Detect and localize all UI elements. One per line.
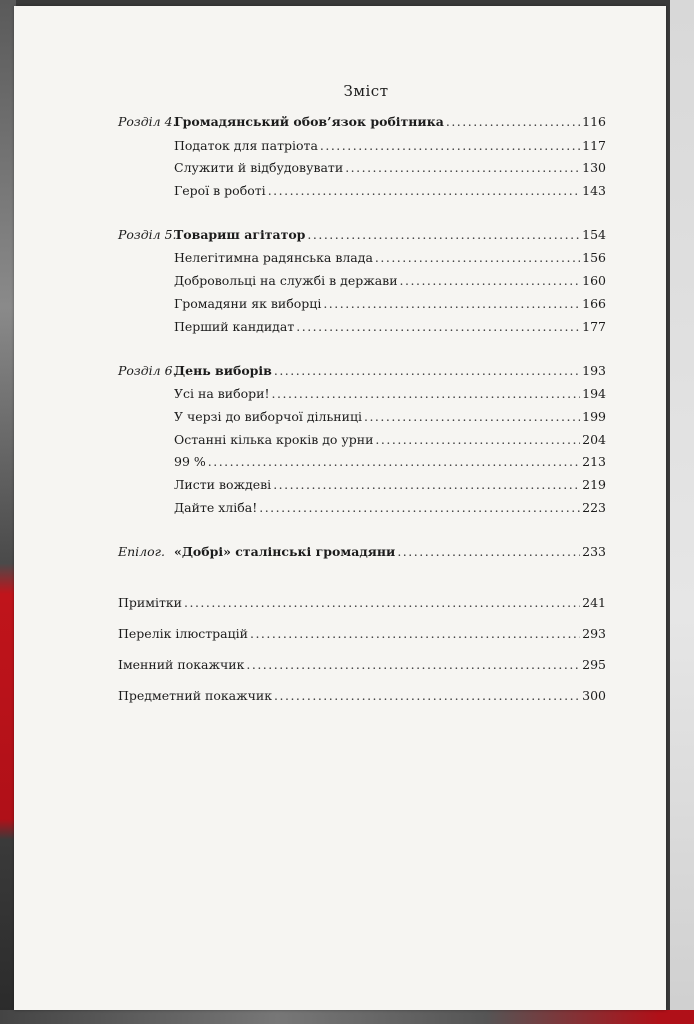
book-edge-bottom — [0, 1010, 694, 1024]
toc-item[interactable] — [118, 386, 606, 409]
toc-chapter-5[interactable] — [118, 227, 606, 251]
leader-dots — [296, 319, 580, 334]
leader-dots — [268, 183, 580, 198]
page-number: 213 — [582, 454, 606, 470]
item-title: Примітки — [118, 595, 183, 611]
page-number: 193 — [582, 362, 606, 378]
epilog-label: Епілог. — [118, 543, 165, 559]
page-number: 241 — [582, 595, 606, 611]
toc-item[interactable] — [118, 454, 606, 477]
page-number: 156 — [582, 250, 606, 266]
item-title: Нелегітимна радянська влада — [174, 250, 373, 266]
leader-dots — [274, 688, 580, 703]
item-title: Добровольці на службі в держави — [174, 273, 398, 289]
toc-item[interactable] — [118, 500, 606, 523]
chapter-label: Розділ 5. — [118, 226, 177, 242]
page-title: Зміст — [343, 82, 389, 100]
toc-item[interactable] — [118, 296, 606, 319]
page-number: 194 — [582, 386, 606, 402]
page-number: 295 — [582, 657, 606, 673]
chapter-label: Розділ 6. — [118, 362, 177, 378]
toc-item[interactable] — [118, 319, 606, 342]
item-title: Предметний покажчик — [118, 688, 273, 704]
page-number: 177 — [582, 318, 606, 334]
toc-chapter-6[interactable] — [118, 363, 606, 387]
leader-dots — [250, 626, 580, 641]
page-number: 143 — [582, 183, 606, 199]
page-number: 117 — [582, 137, 606, 153]
page-number: 300 — [582, 688, 606, 704]
item-title: Податок для патріота — [174, 137, 318, 153]
leader-dots — [273, 477, 580, 492]
item-title: Перелік ілюстрацій — [118, 626, 248, 642]
leader-dots — [208, 454, 580, 469]
toc-epilog[interactable] — [118, 544, 606, 568]
toc-notes[interactable] — [118, 595, 606, 626]
leader-dots — [184, 595, 580, 610]
chapter-title: День виборів — [174, 362, 272, 378]
leader-dots — [274, 363, 580, 378]
leader-dots — [446, 114, 580, 129]
chapter-title: Громадянський обов’язок робітника — [174, 114, 444, 129]
item-title: Іменний покажчик — [118, 657, 245, 673]
page-number: 223 — [582, 500, 606, 516]
toc-item[interactable] — [118, 160, 606, 183]
leader-dots — [400, 273, 581, 288]
epilog-title: «Добрі» сталінські громадяни — [174, 543, 396, 559]
item-title: У черзі до виборчої дільниці — [174, 408, 362, 424]
toc-subject-index[interactable] — [118, 688, 606, 719]
page-number: 130 — [582, 160, 606, 176]
item-title: Дайте хліба! — [174, 500, 258, 516]
leader-dots — [375, 432, 580, 447]
toc-item[interactable] — [118, 138, 606, 161]
toc-item[interactable] — [118, 432, 606, 455]
page-number: 219 — [582, 477, 606, 493]
page-number: 116 — [582, 114, 606, 129]
page-number: 160 — [582, 273, 606, 289]
leader-dots — [320, 138, 580, 153]
chapter-title: Товариш агітатор — [174, 226, 306, 242]
item-title: Громадяни як виборці — [174, 295, 322, 311]
item-title: Герої в роботі — [174, 183, 266, 199]
toc-item[interactable] — [118, 273, 606, 296]
item-title: Усі на вибори! — [174, 386, 270, 402]
toc-item[interactable] — [118, 250, 606, 273]
spacer — [118, 206, 606, 227]
leader-dots — [307, 227, 580, 242]
spacer — [118, 342, 606, 363]
table-of-contents — [118, 114, 606, 719]
toc-chapter-4[interactable] — [118, 114, 606, 138]
spacer — [118, 523, 606, 544]
leader-dots — [364, 409, 580, 424]
item-title: Перший кандидат — [174, 318, 295, 334]
page-number: 166 — [582, 295, 606, 311]
leader-dots — [345, 160, 580, 175]
leader-dots — [246, 657, 580, 672]
page-number: 199 — [582, 408, 606, 424]
book-edge-right — [670, 0, 694, 1024]
leader-dots — [272, 386, 581, 401]
item-title: Останні кілька кроків до урни — [174, 431, 374, 447]
leader-dots — [323, 296, 580, 311]
item-title: Листи вождеві — [174, 477, 272, 493]
item-title: 99 % — [174, 454, 206, 470]
page-number: 233 — [582, 543, 606, 559]
leader-dots — [375, 250, 580, 265]
spacer — [118, 567, 606, 595]
chapter-label: Розділ 4. — [118, 114, 177, 129]
leader-dots — [397, 544, 580, 559]
page-number: 204 — [582, 431, 606, 447]
toc-item[interactable] — [118, 409, 606, 432]
toc-illustrations[interactable] — [118, 626, 606, 657]
leader-dots — [259, 500, 580, 515]
item-title: Служити й відбудовувати — [174, 160, 344, 176]
toc-item[interactable] — [118, 477, 606, 500]
page-number: 293 — [582, 626, 606, 642]
toc-name-index[interactable] — [118, 657, 606, 688]
toc-item[interactable] — [118, 183, 606, 206]
page-number: 154 — [582, 226, 606, 242]
